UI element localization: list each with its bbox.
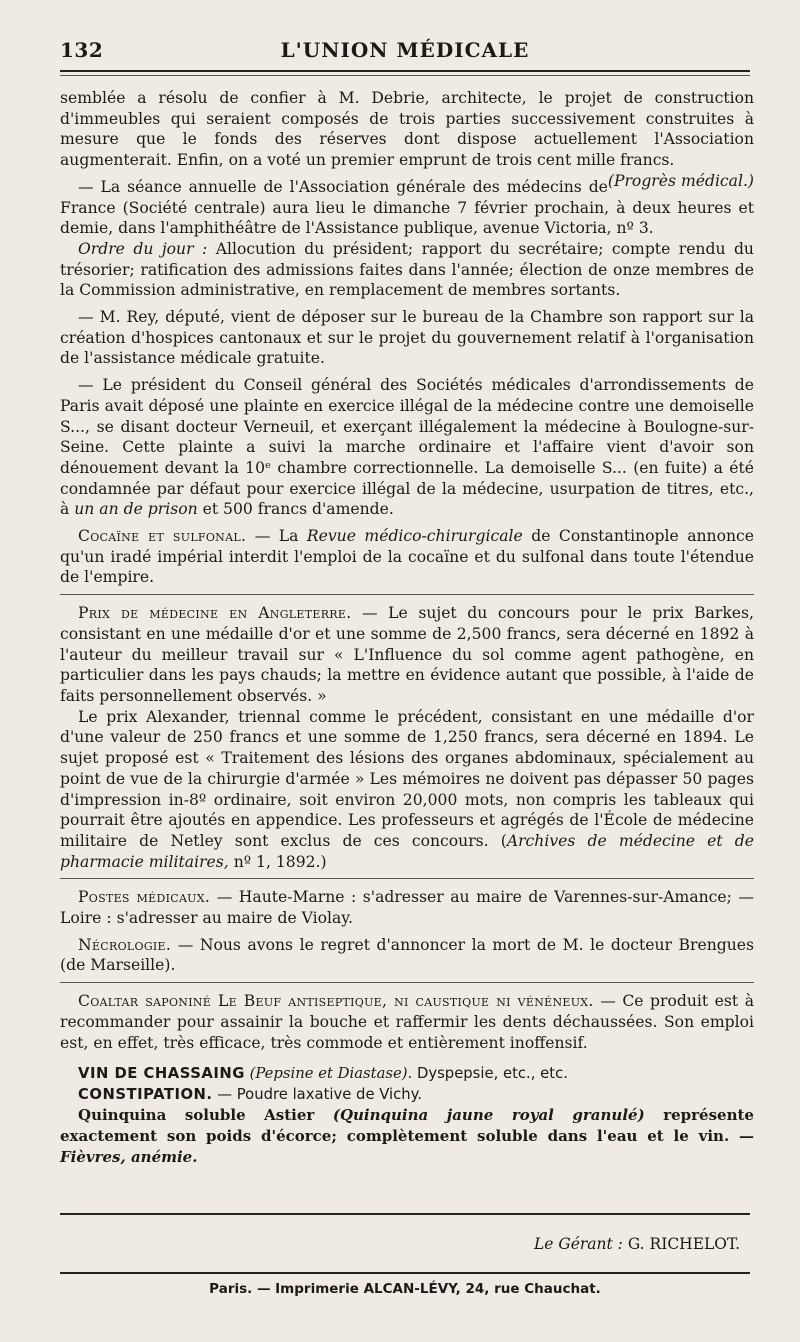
section-divider: [60, 594, 754, 595]
page-header: [60, 38, 750, 68]
ad-vin-chassaing: VIN DE CHASSAING (Pepsine et Diastase). Dyspepsie, etc., etc.: [78, 1065, 568, 1083]
paragraph-illegal-practice: — Le président du Conseil général des Sociétés médicales d'arrondissements de Paris avait déposé une plainte en exercice illégal de la médecine contre une demoiselle S..., se disant docteur Verneuil, et exerçant illégalement la médecine à Boulogne-sur-Seine. Cette plainte a suivi la marche ordinaire et l'affaire vient d'avoir son dénouement devant la 10ᵉ chambre correctionnelle. La demoiselle S... (en fuite) a été condamnée par défaut pour exercice illégal de la médecine, usurpation de titres, etc., à un an de prison et 500 francs d'amende.: [60, 376, 754, 519]
article-body: [60, 88, 754, 1167]
ad-constipation: CONSTIPATION. — Poudre laxative de Vichy.: [78, 1086, 423, 1104]
header-rule-thin: [60, 75, 750, 76]
paragraph-coaltar: Coaltar saponiné Le Beuf antiseptique, ni caustique ni vénéneux. — Ce produit est à recommander pour assainir la bouche et raffermir les dents déchaussées. Son emploi est, en effet, très efficace, très commode et entièrement inoffensif.: [60, 992, 755, 1052]
paragraph-prize-england: Prix de médecine en Angleterre. — Le sujet du concours pour le prix Barkes, consistant en une médaille d'or et une somme de 2,500 francs, sera décerné en 1892 à l'auteur du meilleur travail sur « L'Influence du sol comme agent pathogène, en particulier dans les pays chauds; la mettre en évidence autant que possible, à l'aide de faits personnellement observés. »: [60, 604, 754, 705]
footer-rule: [60, 1213, 750, 1215]
page-number: 132: [60, 38, 104, 62]
paragraph-agenda: Ordre du jour : Allocution du président; rapport du secrétaire; compte rendu du trésorier; ratification des admissions faites dans l'année; élection de onze membres de la Commission administrative, en remplacement de membres sortants.: [60, 239, 754, 300]
paragraph-prize-alexander: Le prix Alexander, triennal comme le précédent, consistant en une médaille d'or d'une valeur de 250 francs et une somme de 1,250 francs, sera décerné en 1894. Le sujet proposé est « Traitement des lésions des organes abdominaux, spécialement au point de vue de la chirurgie d'armée » Les mémoires ne doivent pas dépasser 50 pages d'impression in-8º ordinaire, soit environ 20,000 mots, non compris les tableaux qui pourrait être ajoutés en appendice. Les professeurs et agrégés de l'École de médecine militaire de Netley sont exclus de ces concours. (Archives de médecine et de pharmacie militaires, nº 1, 1892.): [60, 707, 754, 871]
paragraph-rey-report: — M. Rey, député, vient de déposer sur le bureau de la Chambre son rapport sur la création d'hospices cantonaux et sur le projet du gouvernement relatif à l'organisation de l'assistance médicale gratuite.: [60, 308, 754, 368]
section-divider: [60, 878, 754, 879]
paragraph-annual-meeting: — La séance annuelle de l'Association générale des médecins de France (Société centrale) aura lieu le dimanche 7 février prochain, à deux heures et demie, dans l'amphithéâtre de l'Assistance publique, avenue Victoria, nº 3.: [60, 177, 754, 238]
paragraph-association-building: semblée a résolu de confier à M. Debrie, architecte, le projet de construction d'immeubles qui seraient composés de trois parties successivement construites à mesure que le fonds des réserves dont dispose actuellement l'Association augmenterait. Enfin, on a voté un premier emprunt de trois cent mille francs. (Progrès médical.): [60, 89, 754, 190]
journal-title: L'UNION MÉDICALE: [280, 38, 530, 62]
paragraph-medical-posts: Postes médicaux. — Haute-Marne : s'adresser au maire de Varennes-sur-Amance; — Loire : s'adresser au maire de Violay.: [60, 888, 754, 928]
ad-quinquina: Quinquina soluble Astier (Quinquina jaune royal granulé) représente exactement son poids d'écorce; complètement soluble dans l'eau et le vin. — Fièvres, anémie.: [60, 1106, 754, 1166]
header-rule: [60, 70, 750, 72]
footer-rule-bottom: [60, 1272, 750, 1274]
printer-imprint: Paris. — Imprimerie ALCAN-LÉVY, 24, rue Chauchat.: [209, 1281, 601, 1297]
paragraph-necrology: Nécrologie. — Nous avons le regret d'annoncer la mort de M. le docteur Brengues (de Marseille).: [60, 935, 754, 975]
paragraph-cocaine: Cocaïne et sulfonal. — La Revue médico-chirurgicale de Constantinople annonce qu'un iradé impérial interdit l'emploi de la cocaïne et du sulfonal dans toute l'étendue de l'empire.: [60, 527, 754, 587]
gerant-signature: Le Gérant : G. RICHELOT.: [533, 1235, 740, 1253]
section-divider: [60, 982, 754, 983]
source-citation: (Progrès médical.): [607, 171, 754, 190]
